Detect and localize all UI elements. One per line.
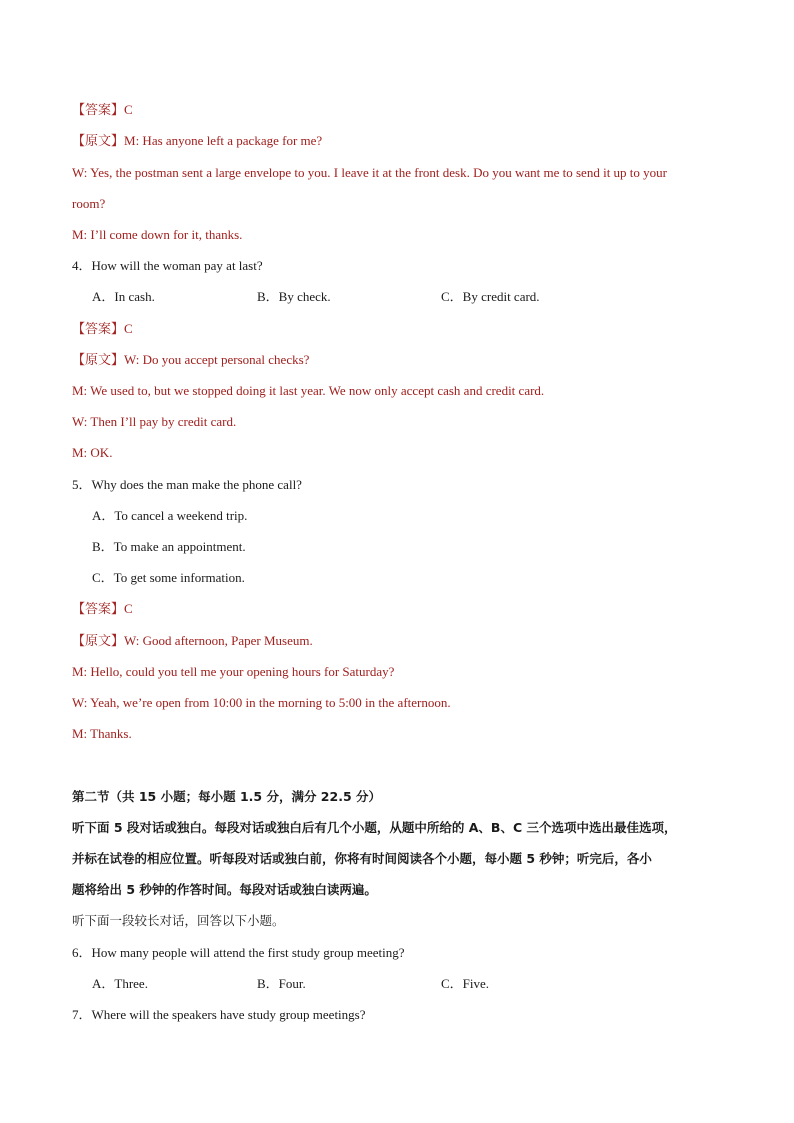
- script-tag: 【原文】: [72, 133, 125, 148]
- section-instructions-line-2: 并标在试卷的相应位置。听每段对话或独白前，你将有时间阅读各个小题，每小题 5 秒钟；听完后，各小: [72, 851, 652, 866]
- q3-answer: [72, 102, 133, 118]
- q5-option-a: A．To cancel a weekend trip.: [92, 508, 248, 523]
- q4-script-line-1: 【原文】W: Do you accept personal checks?: [72, 352, 310, 367]
- q4-script-line-2: M: We used to, but we stopped doing it last year. We now only accept cash and credit card.: [72, 383, 545, 398]
- answer-letter: C: [124, 321, 133, 336]
- q6-option-b: B．Four.: [257, 976, 306, 991]
- q5-option-b: B．To make an appointment.: [92, 539, 246, 554]
- q4-option-b: B．By check.: [257, 289, 331, 304]
- q5-script-line-4: M: Thanks.: [72, 726, 132, 741]
- answer-tag: 【答案】: [72, 102, 125, 117]
- answer-letter: C: [124, 601, 133, 616]
- q5-option-c: C．To get some information.: [92, 570, 245, 585]
- answer-tag: 【答案】: [72, 321, 125, 336]
- section-instructions-line-1: 听下面 5 段对话或独白。每段对话或独白后有几个小题，从题中所给的 A、B、C 三个选项中选出最佳选项，: [72, 820, 677, 835]
- q4-script-line-3: W: Then I’ll pay by credit card.: [72, 414, 237, 429]
- q5-answer: [72, 601, 133, 617]
- section-instructions-line-3: 题将给出 5 秒钟的作答时间。每段对话或独白读两遍。: [72, 882, 377, 897]
- answer-letter: C: [124, 102, 133, 117]
- q5-question: 5．Why does the man make the phone call?: [72, 477, 302, 492]
- q5-script-line-2: M: Hello, could you tell me your opening hours for Saturday?: [72, 664, 395, 679]
- q6-question: 6．How many people will attend the first study group meeting?: [72, 945, 405, 960]
- q3-script-line-2: W: Yes, the postman sent a large envelope to you. I leave it at the front desk. Do you want me to send it up to your: [72, 165, 667, 180]
- q6-option-c: C．Five.: [441, 976, 490, 991]
- q4-option-c: C．By credit card.: [441, 289, 540, 304]
- q4-script-line-4: M: OK.: [72, 445, 113, 460]
- q3-script-line-1: 【原文】M: Has anyone left a package for me?: [72, 133, 323, 148]
- q7-question: 7．Where will the speakers have study group meetings?: [72, 1007, 366, 1022]
- q3-script-line-3: room?: [72, 196, 106, 211]
- section-prompt: 听下面一段较长对话，回答以下小题。: [72, 913, 285, 928]
- answer-tag: 【答案】: [72, 601, 125, 616]
- q5-script-line-3: W: Yeah, we’re open from 10:00 in the morning to 5:00 in the afternoon.: [72, 695, 451, 710]
- q4-option-a: A．In cash.: [92, 289, 155, 304]
- section-heading: 第二节（共 15 小题；每小题 1.5 分，满分 22.5 分）: [72, 789, 381, 804]
- q5-script-line-1: 【原文】W: Good afternoon, Paper Museum.: [72, 633, 313, 648]
- q4-question: 4．How will the woman pay at last?: [72, 258, 263, 273]
- script-tag: 【原文】: [72, 633, 125, 648]
- q4-answer: [72, 321, 133, 337]
- q6-option-a: A．Three.: [92, 976, 148, 991]
- script-tag: 【原文】: [72, 352, 125, 367]
- q3-script-line-4: M: I’ll come down for it, thanks.: [72, 227, 243, 242]
